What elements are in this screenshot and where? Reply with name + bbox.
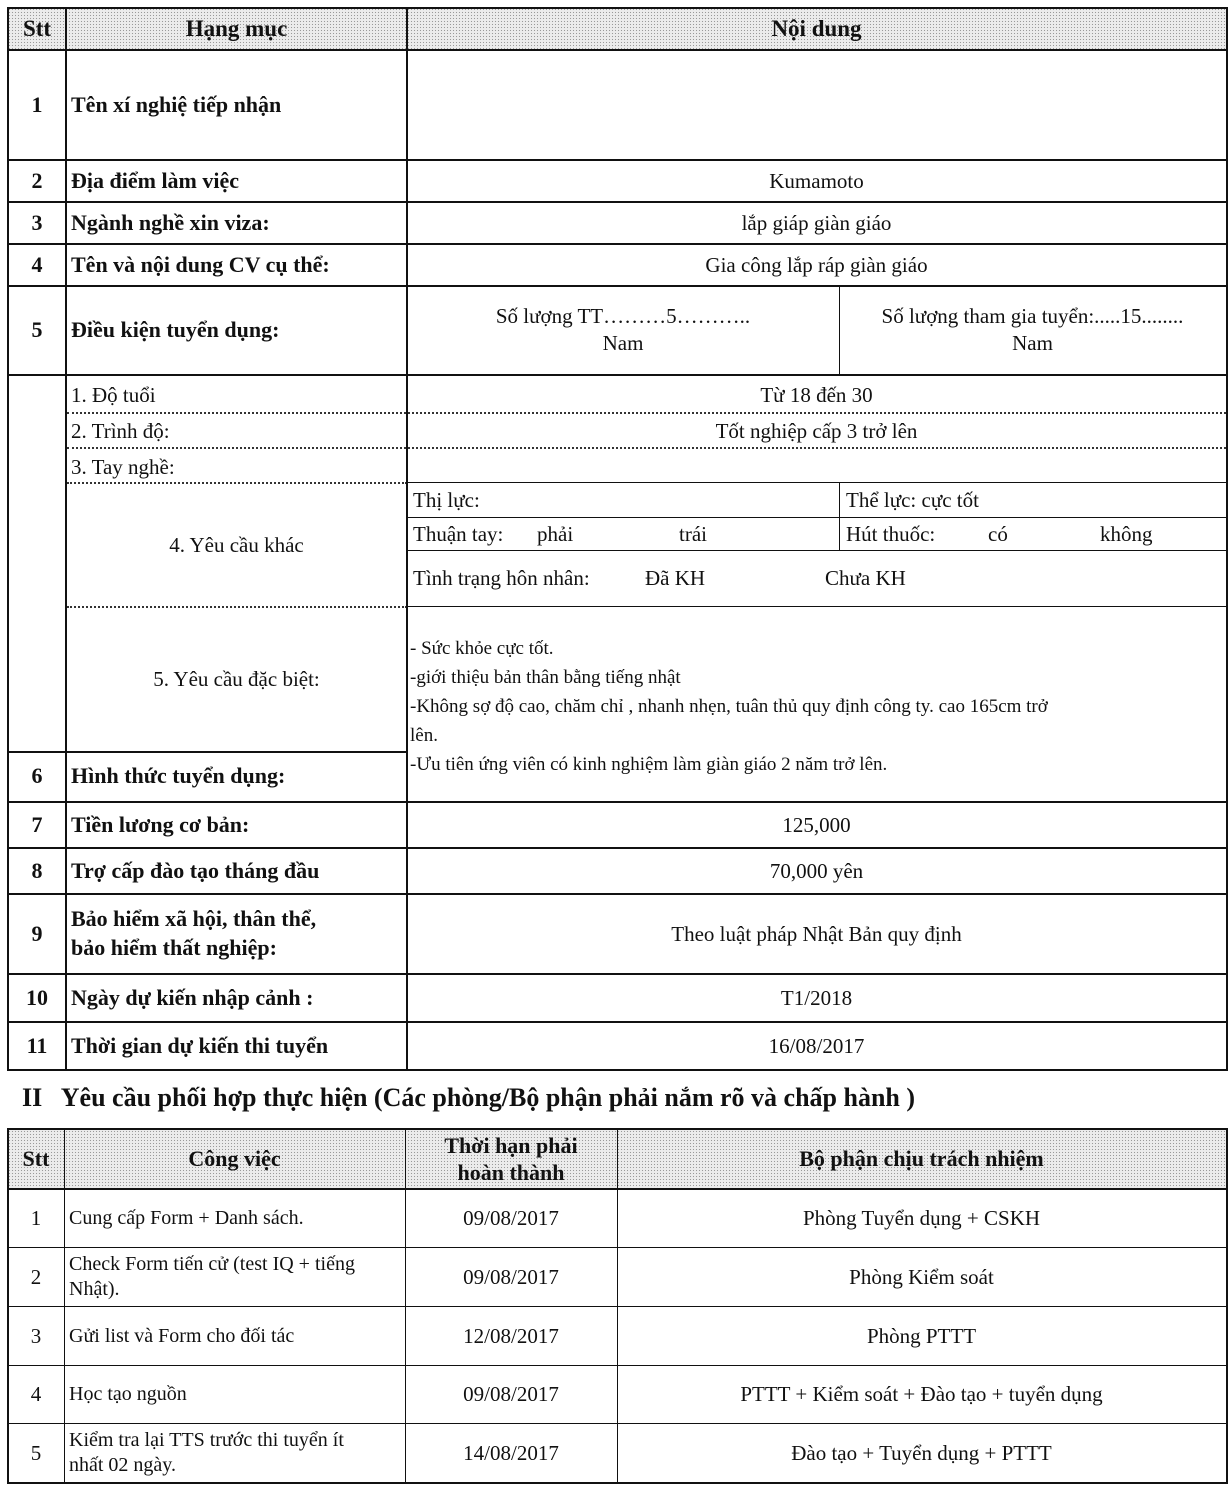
t2-header-cong-viec: Công việc <box>188 1146 281 1171</box>
t2-row-4-deadline: 09/08/2017 <box>463 1381 559 1406</box>
t2-row-5-task-line-1: Kiểm tra lại TTS trước thi tuyển ít <box>69 1429 344 1451</box>
dac-biet-line-3: -Không sợ độ cao, chăm chỉ , nhanh nhẹn, tuân thủ quy định công ty. cao 165cm trở <box>410 696 1048 717</box>
row-7-label: Tiền lương cơ bản: <box>71 812 250 837</box>
row-3-value: lắp giáp giàn giáo <box>741 210 892 235</box>
row-2-value: Kumamoto <box>769 168 864 193</box>
hon-nhan-chua: Chưa KH <box>825 566 906 590</box>
so-luong-tt-gender: Nam <box>602 331 644 355</box>
row-7-stt: 7 <box>31 812 43 837</box>
t1-dotted-h1 <box>67 412 1226 414</box>
t2-line-v3 <box>617 1128 618 1484</box>
row-8-label: Trợ cấp đào tạo tháng đầu <box>71 858 320 883</box>
t1-line-h5 <box>8 285 1227 287</box>
section-2-title: Yêu cầu phối hợp thực hiện (Các phòng/Bộ phận phải nắm rõ và chấp hành ) <box>60 1083 916 1112</box>
trinh-do-value: Tốt nghiệp cấp 3 trở lên <box>715 418 918 443</box>
row-10-label: Ngày dự kiến nhập cảnh : <box>71 985 314 1010</box>
row-1-label: Tên xí nghiệ tiếp nhận <box>71 92 282 117</box>
t1-line-h4 <box>8 243 1227 245</box>
dac-biet-label: 5. Yêu cầu đặc biệt: <box>153 666 320 691</box>
t2-row-3-deadline: 12/08/2017 <box>463 1323 559 1348</box>
t2-row-2-task-line-2: Nhật). <box>69 1278 120 1300</box>
the-luc: Thể lực: cực tốt <box>846 488 979 512</box>
t1-line-h1 <box>8 49 1227 51</box>
header-stt: Stt <box>22 16 52 41</box>
t1-line-h8 <box>8 801 1227 803</box>
t1-inner-v2 <box>839 483 840 551</box>
row-5-so-luong-tt <box>407 290 839 370</box>
do-tuoi-value: Từ 18 đến 30 <box>760 382 873 407</box>
t1-dotted-h4 <box>67 606 407 608</box>
row-8-stt: 8 <box>31 858 43 883</box>
row-11-label: Thời gian dự kiến thi tuyển <box>71 1033 329 1058</box>
t1-dotted-h2 <box>67 447 1226 449</box>
t1-line-v2 <box>406 7 408 1071</box>
row-6-label: Hình thức tuyển dụng: <box>71 763 286 788</box>
row-2-stt: 2 <box>31 168 43 193</box>
t2-row-1-dept: Phòng Tuyển dụng + CSKH <box>802 1205 1041 1230</box>
t2-row-2-deadline: 09/08/2017 <box>463 1264 559 1289</box>
t2-row-5-stt: 5 <box>30 1440 42 1465</box>
row-4-label: Tên và nội dung CV cụ thể: <box>71 252 330 277</box>
t2-row-1-task: Cung cấp Form + Danh sách. <box>69 1206 304 1229</box>
t2-row-5-dept: Đào tạo + Tuyển dụng + PTTT <box>791 1440 1052 1465</box>
row-9-label <box>66 894 407 974</box>
row-10-stt: 10 <box>26 985 48 1010</box>
row-10-value: T1/2018 <box>780 985 853 1010</box>
t2-row-4-task: Học tạo nguồn <box>69 1382 187 1405</box>
t2-line-left <box>7 1128 9 1484</box>
thuan-tay-phai: phải <box>537 522 574 546</box>
dac-biet-content <box>410 634 1222 779</box>
t1-line-h12 <box>8 1021 1227 1023</box>
hut-thuoc-co: có <box>988 522 1008 546</box>
dac-biet-line-4: lên. <box>410 725 438 746</box>
dac-biet-line-2: -giới thiệu bản thân bằng tiếng nhật <box>410 667 681 688</box>
yeu-cau-khac-label: 4. Yêu cầu khác <box>169 532 304 557</box>
dac-biet-line-1: - Sức khỏe cực tốt. <box>410 638 554 659</box>
thuan-tay-trai: trái <box>679 522 707 546</box>
trinh-do-label: 2. Trình độ: <box>71 418 170 443</box>
row-9-label-line-1: Bảo hiểm xã hội, thân thể, <box>71 906 317 932</box>
t1-inner-h4 <box>407 606 1227 607</box>
t1-line-h11 <box>8 973 1227 975</box>
row-5-label: Điều kiện tuyển dụng: <box>71 317 280 342</box>
t2-row-3-task: Gửi list và Form cho đối tác <box>69 1324 295 1347</box>
t1-line-top <box>8 7 1227 9</box>
so-luong-tham-gia-gender: Nam <box>1012 331 1053 355</box>
t2-row-2-task <box>64 1248 405 1306</box>
t1-line-bottom <box>8 1069 1227 1071</box>
t1-line-h3 <box>8 201 1227 203</box>
t2-row-3-dept: Phòng PTTT <box>866 1323 977 1348</box>
header-hang-muc: Hạng mục <box>185 16 288 41</box>
t2-line-right <box>1226 1128 1228 1484</box>
hon-nhan-da: Đã KH <box>645 566 706 590</box>
t2-row-4-dept: PTTT + Kiểm soát + Đào tạo + tuyển dụng <box>740 1381 1103 1406</box>
hut-thuoc-label: Hút thuốc: <box>846 522 936 546</box>
t2-header-thoi-han-line-2: hoàn thành <box>457 1160 565 1185</box>
t1-line-h6 <box>8 374 1227 376</box>
t2-header-stt: Stt <box>22 1146 50 1171</box>
row-9-value: Theo luật pháp Nhật Bản quy định <box>671 921 962 946</box>
t1-line-right <box>1226 7 1228 1071</box>
hut-thuoc-khong: không <box>1100 522 1153 546</box>
t1-line-left <box>7 7 9 1071</box>
row-5-so-luong-tham-gia <box>839 290 1226 370</box>
row-2-label: Địa điểm làm việc <box>71 168 240 193</box>
t2-row-2-dept: Phòng Kiểm soát <box>849 1264 994 1289</box>
t2-row-2-stt: 2 <box>30 1264 42 1289</box>
t1-dotted-h3 <box>67 482 407 484</box>
t1-line-h10 <box>8 893 1227 895</box>
section-2-number: II <box>22 1083 43 1112</box>
t2-line-v1 <box>64 1128 65 1484</box>
t1-line-v1 <box>65 7 67 1071</box>
section-2-heading <box>22 1083 915 1113</box>
row-9-stt: 9 <box>31 921 43 946</box>
thi-luc: Thị lực: <box>413 488 480 512</box>
hon-nhan-label: Tình trạng hôn nhân: <box>413 566 590 590</box>
row-11-value: 16/08/2017 <box>768 1033 865 1058</box>
row-3-stt: 3 <box>31 210 43 235</box>
tay-nghe-label: 3. Tay nghề: <box>71 454 175 479</box>
t2-header-bo-phan: Bộ phận chịu trách nhiệm <box>799 1146 1044 1171</box>
t2-row-5-task-line-2: nhất 02 ngày. <box>69 1454 177 1476</box>
row-1-value <box>407 50 1226 160</box>
row-5-stt: 5 <box>31 317 43 342</box>
row-1-stt: 1 <box>31 92 43 117</box>
row-6-stt: 6 <box>31 763 43 788</box>
thuan-tay-label: Thuận tay: <box>413 522 504 546</box>
t1-inner-h3 <box>407 550 1227 551</box>
row-7-value: 125,000 <box>782 812 851 837</box>
t1-line-h9 <box>8 847 1227 849</box>
t2-line-v2 <box>405 1128 406 1484</box>
header-noi-dung: Nội dung <box>771 16 862 41</box>
row-9-label-line-2: bảo hiểm thất nghiệp: <box>71 935 277 960</box>
row-11-stt: 11 <box>26 1033 48 1058</box>
row-3-label: Ngành nghề xin viza: <box>71 210 270 235</box>
t2-row-3-stt: 3 <box>30 1323 42 1348</box>
t2-row-5-deadline: 14/08/2017 <box>463 1440 559 1465</box>
dac-biet-line-5: -Ưu tiên ứng viên có kinh nghiệm làm giàn giáo 2 năm trở lên. <box>410 754 888 775</box>
t1-line-h2 <box>8 159 1227 161</box>
t2-header-thoi-han-line-1: Thời hạn phải <box>444 1132 578 1158</box>
t2-row-2-task-line-1: Check Form tiến cử (test IQ + tiếng <box>69 1253 355 1275</box>
row-4-stt: 4 <box>31 252 43 277</box>
t1-inner-h2 <box>407 517 1227 518</box>
t1-line-h7 <box>8 751 408 753</box>
so-luong-tt-text: Số lượng TT………5……….. <box>495 303 751 328</box>
t2-row-4-stt: 4 <box>30 1381 42 1406</box>
t2-header-thoi-han <box>405 1130 617 1188</box>
t2-row-1-stt: 1 <box>30 1205 42 1230</box>
t2-row-5-task <box>64 1424 405 1482</box>
row-4-value: Gia công lắp ráp giàn giáo <box>705 252 928 277</box>
t2-row-1-deadline: 09/08/2017 <box>463 1205 559 1230</box>
row-8-value: 70,000 yên <box>769 858 864 883</box>
t1-inner-v1 <box>839 286 840 374</box>
so-luong-tham-gia-text: Số lượng tham gia tuyển:.....15........ <box>881 303 1184 328</box>
t1-inner-h1 <box>407 482 1227 483</box>
do-tuoi-label: 1. Độ tuổi <box>71 382 156 407</box>
